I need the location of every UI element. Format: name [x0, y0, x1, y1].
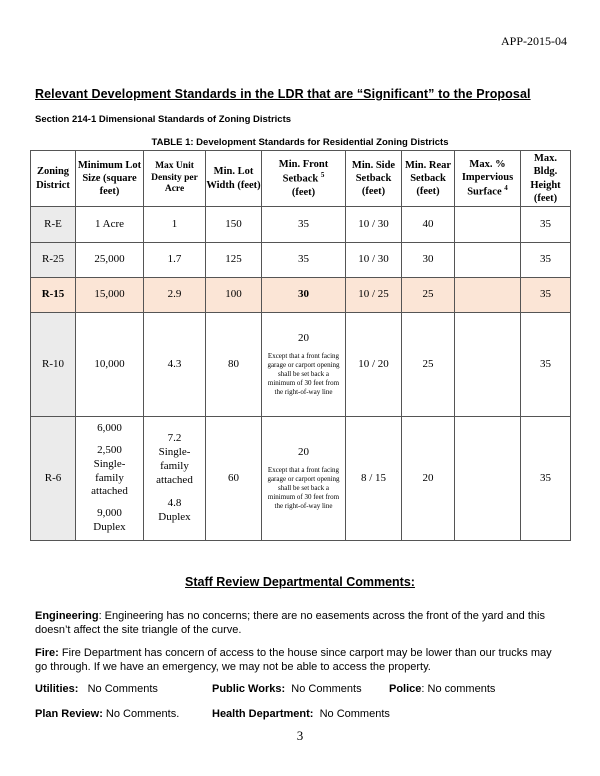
table-row [31, 207, 571, 243]
side-setback-cell: 10 / 20 [346, 313, 402, 417]
police-text: : No comments [421, 683, 496, 695]
page-number: 3 [296, 728, 304, 743]
page-heading: Relevant Development Standards in the LDR that are “Significant” to the Proposal [35, 87, 531, 101]
document-id: APP-2015-04 [500, 34, 567, 48]
height-cell: 35 [521, 278, 571, 313]
density-cell: 1.7 [144, 243, 206, 278]
side-setback-cell: 10 / 25 [346, 278, 402, 313]
lot-size-cell: 25,000 [76, 243, 144, 278]
table-row-highlighted [31, 278, 571, 313]
front-setback-cell: 30 [262, 278, 346, 313]
lot-size-cell: 10,000 [76, 313, 144, 417]
lot-size-line: 2,500 Single-family attached [91, 444, 128, 498]
header-front-unit: (feet) [291, 186, 316, 198]
lot-size-cell [76, 417, 144, 541]
fire-label: Fire: [35, 647, 59, 659]
header-zoning: Zoning District [31, 151, 76, 207]
impervious-cell [455, 243, 521, 278]
impervious-cell [455, 313, 521, 417]
header-density: Max Unit Density per Acre [144, 151, 206, 207]
rear-setback-cell: 30 [402, 243, 455, 278]
fire-text: Fire Department has concern of access to the house since carport may be lower than our trucks may go through. If we have an emergency, we may not be able to access the property. [35, 647, 552, 674]
density-line: 7.2 Single-family attached [156, 432, 193, 486]
header-impervious [455, 151, 521, 207]
zone-cell: R-15 [31, 278, 76, 313]
header-lot-size: Minimum Lot Size (square feet) [76, 151, 144, 207]
front-setback-value: 20 [298, 331, 309, 344]
header-impervious-label: Max. % Impervious Surface [461, 159, 514, 198]
impervious-cell [455, 278, 521, 313]
front-setback-cell: 35 [262, 243, 346, 278]
lot-size-cell: 15,000 [76, 278, 144, 313]
zone-cell: R-6 [31, 417, 76, 541]
fire-comment [35, 646, 565, 675]
front-setback-value: 20 [298, 445, 309, 458]
engineering-text: : Engineering has no concerns; there are no easements across the front of the yard and this doesn’t affect the site triangle of the curve. [35, 610, 545, 637]
density-cell [144, 417, 206, 541]
width-cell: 60 [206, 417, 262, 541]
plan-review-text: No Comments. [105, 708, 180, 720]
health-text: No Comments [319, 708, 390, 720]
table-header-row [31, 151, 571, 207]
rear-setback-cell: 40 [402, 207, 455, 243]
side-setback-cell: 8 / 15 [346, 417, 402, 541]
density-cell: 1 [144, 207, 206, 243]
rear-setback-cell: 20 [402, 417, 455, 541]
plan-review-comment [35, 708, 179, 720]
width-cell: 125 [206, 243, 262, 278]
header-impervious-footnote: 4 [504, 184, 508, 193]
rear-setback-cell: 25 [402, 313, 455, 417]
impervious-cell [455, 417, 521, 541]
utilities-label: Utilities: [35, 683, 79, 695]
utilities-comment [35, 683, 158, 695]
height-cell: 35 [521, 313, 571, 417]
height-cell: 35 [521, 207, 571, 243]
zone-cell: R-10 [31, 313, 76, 417]
utilities-text: No Comments [87, 683, 158, 695]
height-cell: 35 [521, 417, 571, 541]
zoning-standards-table [30, 150, 571, 541]
public-works-label: Public Works: [212, 683, 286, 695]
rear-setback-cell: 25 [402, 278, 455, 313]
engineering-comment [35, 609, 565, 638]
public-works-comment [212, 683, 362, 695]
public-works-text: No Comments [291, 683, 362, 695]
front-setback-cell [262, 313, 346, 417]
zone-cell: R-E [31, 207, 76, 243]
table-row [31, 243, 571, 278]
header-height: Max. Bldg. Height (feet) [521, 151, 571, 207]
section-title: Section 214-1 Dimensional Standards of Zoning Districts [35, 114, 292, 125]
front-setback-cell: 35 [262, 207, 346, 243]
width-cell: 100 [206, 278, 262, 313]
header-front-footnote: 5 [320, 171, 325, 180]
density-line: 4.8 Duplex [158, 497, 191, 523]
header-side-setback: Min. Side Setback (feet) [346, 151, 402, 207]
side-setback-cell: 10 / 30 [346, 207, 402, 243]
plan-review-label: Plan Review: [35, 708, 103, 720]
health-department-comment [212, 708, 390, 720]
lot-size-cell: 1 Acre [76, 207, 144, 243]
width-cell: 80 [206, 313, 262, 417]
table-row [31, 313, 571, 417]
table-caption: TABLE 1: Development Standards for Residential Zoning Districts [151, 137, 449, 148]
lot-size-line: 6,000 [97, 422, 122, 435]
table-row [31, 417, 571, 541]
height-cell: 35 [521, 243, 571, 278]
front-setback-note: Except that a front facing garage or carport opening shall be set back a minimum of 30 feet from the right-of-way line [267, 351, 340, 397]
impervious-cell [455, 207, 521, 243]
density-cell: 4.3 [144, 313, 206, 417]
staff-review-heading: Staff Review Departmental Comments: [185, 575, 415, 589]
police-comment [389, 683, 495, 695]
width-cell: 150 [206, 207, 262, 243]
header-front-setback [262, 151, 346, 207]
density-cell: 2.9 [144, 278, 206, 313]
header-front-label: Min. Front Setback [278, 159, 329, 185]
front-setback-note: Except that a front facing garage or carport opening shall be set back a minimum of 30 feet from the right-of-way line [267, 465, 340, 511]
side-setback-cell: 10 / 30 [346, 243, 402, 278]
lot-size-line: 9,000 Duplex [93, 507, 126, 533]
header-lot-width: Min. Lot Width (feet) [206, 151, 262, 207]
engineering-label: Engineering [35, 610, 99, 622]
zone-cell: R-25 [31, 243, 76, 278]
police-label: Police [389, 683, 422, 695]
health-label: Health Department: [212, 708, 314, 720]
header-rear-setback: Min. Rear Setback (feet) [402, 151, 455, 207]
front-setback-cell [262, 417, 346, 541]
